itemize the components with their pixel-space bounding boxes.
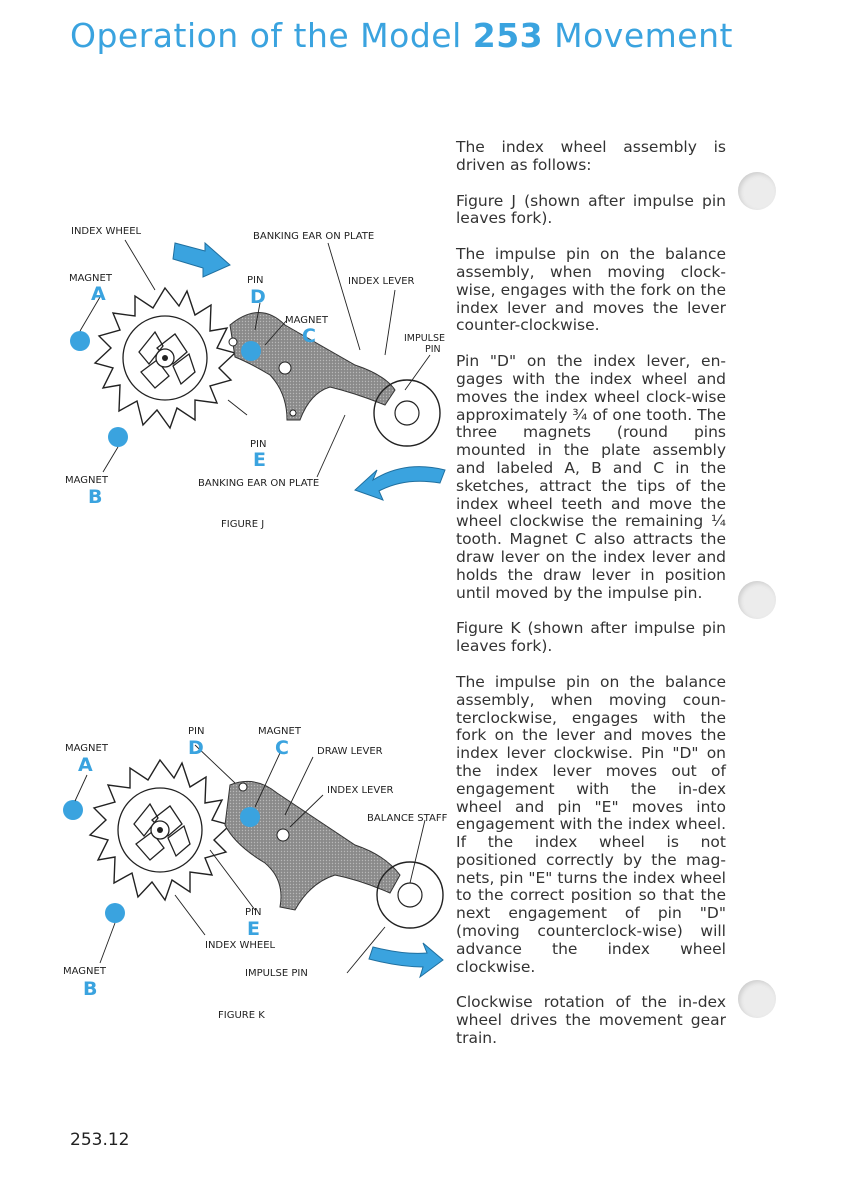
figure-j-arrow-top <box>173 243 230 277</box>
figure-k-magnet-b <box>105 903 125 923</box>
figure-j-label-pin-e: PIN <box>250 439 267 450</box>
figure-k-label-index-wheel: INDEX WHEEL <box>205 940 276 951</box>
figure-k-label-magnet-b: MAGNET <box>63 966 106 977</box>
figure-k-label-pin-e: PIN <box>245 907 262 918</box>
figure-k-label-magnet-c: MAGNET <box>258 726 301 737</box>
figure-j-label-pin-d: PIN <box>247 275 264 286</box>
figure-j-letter-b: B <box>88 486 103 508</box>
figure-j-label-banking-ear-bottom: BANKING EAR ON PLATE <box>198 478 320 489</box>
title-model-number: 253 <box>472 16 544 55</box>
figure-k <box>55 715 455 1025</box>
paragraph-figure-j-heading: Figure J (shown after impulse pin leaves fork). <box>456 191 726 228</box>
figure-k-label-magnet-a: MAGNET <box>65 743 108 754</box>
figure-k-label-pin-d: PIN <box>188 726 205 737</box>
figure-k-letter-c: C <box>275 737 289 759</box>
figure-j-arrow-bottom <box>355 467 445 500</box>
figure-j-label-impulse: IMPULSE <box>404 333 446 344</box>
figure-j <box>55 215 455 535</box>
figure-k-label-index-lever: INDEX LEVER <box>327 785 394 796</box>
figure-k-index-lever <box>225 781 400 910</box>
figure-k-label-balance-staff: BALANCE STAFF <box>367 813 448 824</box>
figure-j-label-impulse-pin: PIN <box>425 344 441 355</box>
figure-k-letter-b: B <box>83 978 98 1000</box>
figure-k-caption: FIGURE K <box>218 1010 265 1021</box>
figure-k-letter-e: E <box>247 918 260 940</box>
figure-j-letter-d: D <box>250 286 266 308</box>
paragraph-impulse-clockwise: The impulse pin on the balance assembly, when moving clock-wise, engages with the fork on the index lever and moves the lever counter-clockwise. <box>456 245 726 335</box>
paragraph-impulse-counterclockwise: The impulse pin on the balance assembly, when moving coun-terclockwise, engages with the fork on the lever and moves the index lever clockwise. Pin "D" on the index lever moves out of engagement with the in-dex wheel and pin "E" moves into engagement with the index wheel. If the index wheel is not positioned correctly by the mag-nets, pin "E" turns the index wheel to the correct position so that the next engagement of pin "D" (moving counterclock-wise) will advance the index wheel clockwise. <box>456 672 726 976</box>
paragraph-figure-k-heading: Figure K (shown after impulse pin leaves fork). <box>456 619 726 656</box>
figure-k-arrow <box>369 943 443 977</box>
figure-j-label-magnet-b: MAGNET <box>65 475 108 486</box>
title-prefix: Operation of the Model <box>70 16 462 55</box>
figure-j-magnet-b <box>108 427 128 447</box>
figure-j-letter-a: A <box>91 283 106 305</box>
figure-k-index-wheel <box>90 760 230 900</box>
figure-j-magnet-a <box>70 331 90 351</box>
paragraph-pin-d: Pin "D" on the index lever, en-gages with the index wheel and moves the index wheel clock-wise approximately ¾ of one tooth. The three magnets (round pins mounted in the plate assembly and labeled A, B and C in the sketches, attract the tips of the index wheel teeth and move the wheel clockwise the remaining ¼ tooth. Magnet C also attracts the draw lever on the index lever and holds the draw lever in position until moved by the impulse pin. <box>456 352 726 602</box>
figure-j-letter-e: E <box>253 449 266 471</box>
binder-hole-bottom <box>738 980 776 1018</box>
paragraph-intro: The index wheel assembly is driven as follows: <box>456 138 726 174</box>
binder-hole-middle <box>738 581 776 619</box>
figure-j-label-index-wheel: INDEX WHEEL <box>71 226 142 237</box>
figure-j-magnet-c <box>241 341 261 361</box>
figure-k-label-draw-lever: DRAW LEVER <box>317 746 383 757</box>
binder-hole-top <box>738 172 776 210</box>
figure-k-magnet-c <box>240 807 260 827</box>
figure-k-letter-d: D <box>188 737 204 759</box>
page-title <box>70 16 733 55</box>
title-suffix: Movement <box>554 16 733 55</box>
figure-k-label-impulse-pin: IMPULSE PIN <box>245 968 308 979</box>
figure-j-index-wheel <box>95 288 235 428</box>
figure-j-label-index-lever: INDEX LEVER <box>348 276 415 287</box>
figure-j-label-magnet-a: MAGNET <box>69 273 112 284</box>
figure-k-letter-a: A <box>78 754 93 776</box>
figure-k-magnet-a <box>63 800 83 820</box>
figure-j-label-magnet-c: MAGNET <box>285 315 328 326</box>
figure-j-label-banking-ear-top: BANKING EAR ON PLATE <box>253 231 375 242</box>
paragraph-gear-train: Clockwise rotation of the in-dex wheel drives the movement gear train. <box>456 993 726 1048</box>
figure-j-caption: FIGURE J <box>221 519 265 530</box>
body-text-column <box>456 139 726 1066</box>
figure-j-letter-c: C <box>302 325 316 347</box>
page-number: 253.12 <box>70 1130 130 1150</box>
